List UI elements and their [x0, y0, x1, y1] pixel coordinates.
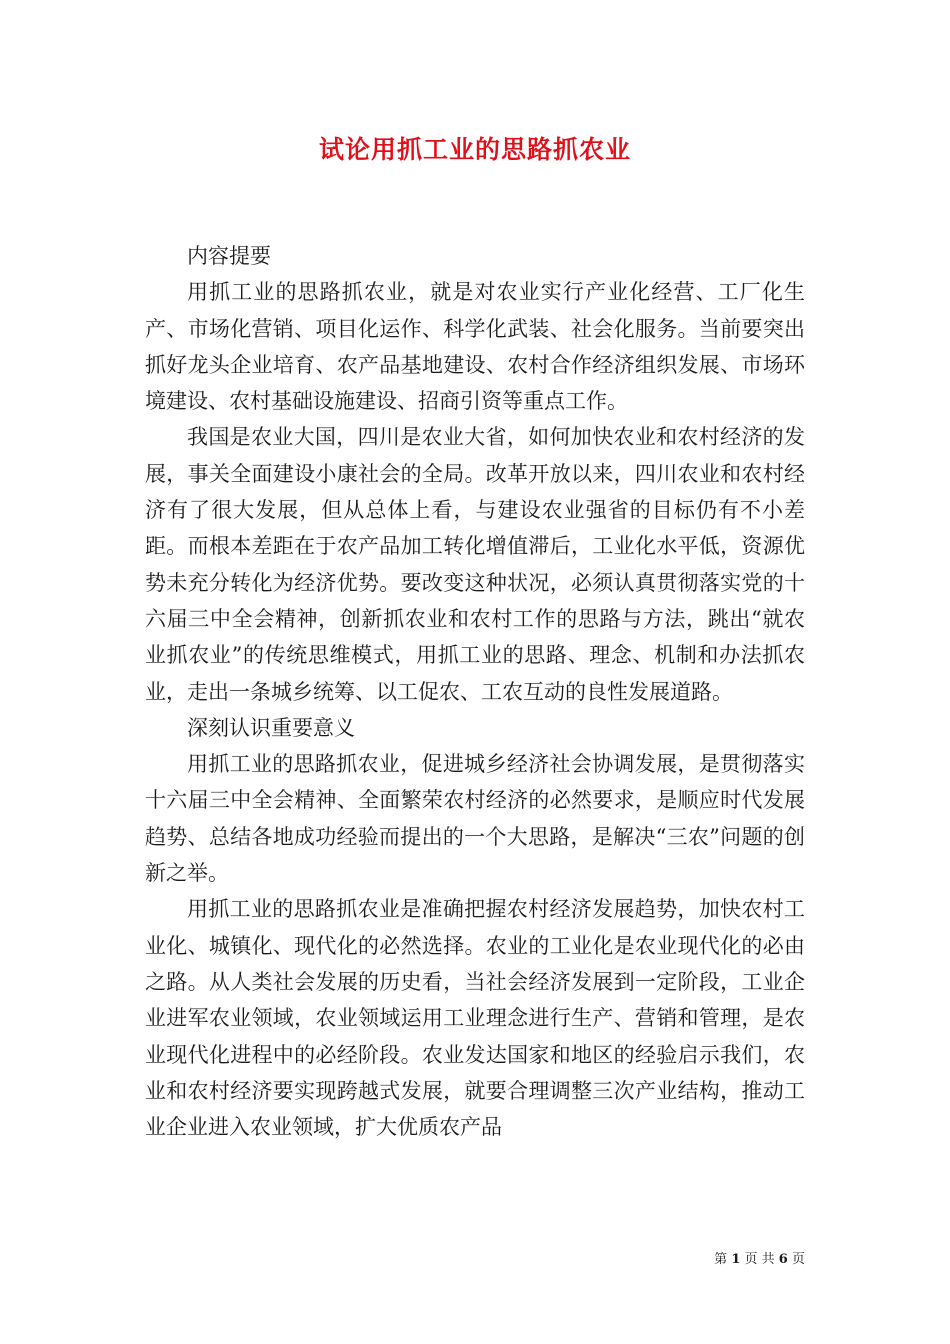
paragraph-significance: 用抓工业的思路抓农业，促进城乡经济社会协调发展，是贯彻落实十六届三中全会精神、全面繁荣农村经济的必然要求，是顺应时代发展趋势、总结各地成功经验而提出的一个大思路，是解决“三农”问题的创新之举。 [145, 752, 805, 886]
footer-total-pages: 6 [778, 1252, 788, 1267]
paragraph-intro: 我国是农业大国，四川是农业大省，如何加快农业和农村经济的发展，事关全面建设小康社会的全局。改革开放以来，四川农业和农村经济有了很大发展，但从总体上看，与建设农业强省的目标仍有不小差距。而根本差距在于农产品加工转化增值滞后，工业化水平低，资源优势未充分转化为经济优势。要改变这种状况，必须认真贯彻落实党的十六届三中全会精神，创新抓农业和农村工作的思路与方法，跳出“就农业抓农业”的传统思维模式，用抓工业的思路、理念、机制和办法抓农业，走出一条城乡统筹、以工促农、工农互动的良性发展道路。 [145, 425, 805, 704]
section-heading-summary: 内容提要 [187, 244, 271, 268]
document-title: 试论用抓工业的思路抓农业 [318, 135, 631, 164]
footer-page-number: 1 [731, 1252, 741, 1267]
footer-suffix: 页 [791, 1252, 805, 1267]
footer-middle: 页 共 [744, 1252, 775, 1267]
footer-prefix: 第 [714, 1252, 728, 1267]
document-body [145, 238, 805, 1145]
paragraph-trend: 用抓工业的思路抓农业是准确把握农村经济发展趋势，加快农村工业化、城镇化、现代化的必然选择。农业的工业化是农业现代化的必由之路。从人类社会发展的历史看，当社会经济发展到一定阶段，工业企业进军农业领域，农业领域运用工业理念进行生产、营销和管理，是农业现代化进程中的必经阶段。农业发达国家和地区的经验启示我们，农业和农村经济要实现跨越式发展，就要合理调整三次产业结构，推动工业企业进入农业领域，扩大优质农产品 [145, 897, 805, 1140]
section-heading-significance: 深刻认识重要意义 [187, 715, 355, 740]
page-footer [714, 1248, 805, 1267]
paragraph-summary: 用抓工业的思路抓农业，就是对农业实行产业化经营、工厂化生产、市场化营销、项目化运作、科学化武装、社会化服务。当前要突出抓好龙头企业培育、农产品基地建设、农村合作经济组织发展、市场环境建设、农村基础设施建设、招商引资等重点工作。 [145, 280, 805, 414]
